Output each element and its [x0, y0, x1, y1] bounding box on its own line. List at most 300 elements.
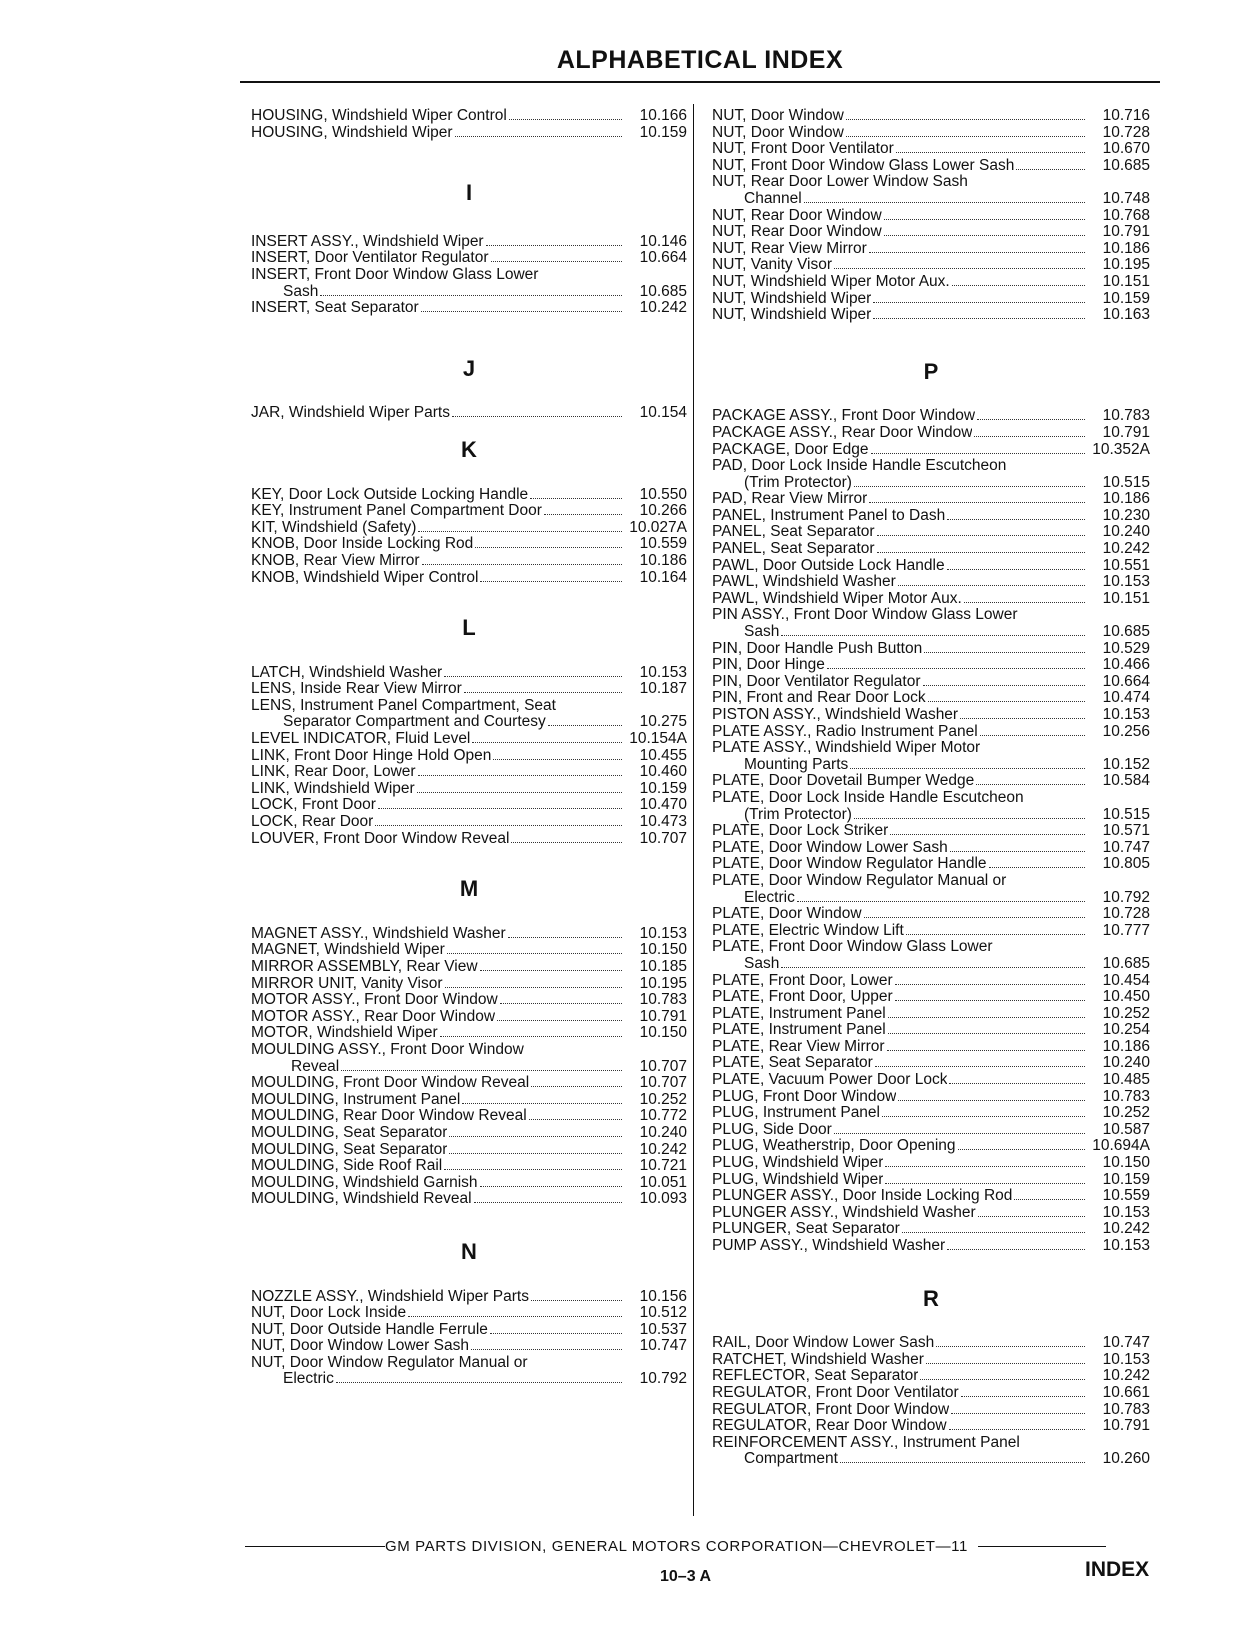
index-entry-page: 10.721	[639, 1157, 687, 1175]
dot-leader	[974, 436, 1085, 437]
index-entry-text: KEY, Door Lock Outside Locking Handle	[251, 486, 529, 503]
index-entry-page: 10.791	[1102, 223, 1150, 241]
index-entry-page: 10.571	[1102, 822, 1150, 840]
dot-leader	[797, 901, 1085, 902]
dot-leader	[508, 937, 622, 938]
index-entry-page: 10.153	[1102, 1237, 1150, 1254]
dot-leader	[885, 1166, 1085, 1167]
index-entry	[251, 665, 687, 682]
dot-leader	[864, 917, 1085, 918]
spacer	[251, 202, 687, 234]
index-entry-page: 10.352A	[1092, 440, 1150, 458]
index-entry-text: MIRROR UNIT, Vanity Visor	[251, 975, 443, 992]
index-entry-text: PLATE, Door Window Lower Sash	[712, 839, 948, 856]
index-entry-page: 10.252	[639, 1090, 687, 1108]
index-entry-heading: MOULDING ASSY., Front Door Window	[251, 1040, 524, 1058]
index-entry	[712, 707, 1150, 724]
index-entry-page: 10.242	[639, 1140, 687, 1158]
index-entry-text: NOZZLE ASSY., Windshield Wiper Parts	[251, 1288, 529, 1305]
index-entry	[712, 1138, 1150, 1155]
spacer	[251, 141, 687, 185]
dot-leader	[980, 735, 1085, 736]
dot-leader	[781, 967, 1085, 968]
index-entry	[251, 681, 687, 698]
dot-leader	[873, 318, 1085, 319]
dot-leader	[869, 252, 1085, 253]
dot-leader	[449, 1136, 622, 1137]
dot-leader	[952, 285, 1085, 286]
index-entry-page: 10.747	[1102, 1334, 1150, 1352]
index-entry-page: 10.748	[1102, 189, 1150, 207]
dot-leader	[480, 1186, 622, 1187]
index-entry-page: 10.707	[639, 1074, 687, 1092]
dot-leader	[936, 1346, 1085, 1347]
index-entry-text: Sash	[744, 624, 780, 641]
index-entry	[712, 1451, 1150, 1468]
dot-leader	[486, 245, 622, 246]
index-entry	[712, 724, 1150, 741]
index-entry-page: 10.150	[1102, 1154, 1150, 1172]
index-entry-page: 10.685	[1102, 623, 1150, 641]
index-entry-page: 10.260	[1102, 1450, 1150, 1468]
index-entry-page: 10.240	[1102, 1054, 1150, 1072]
index-entry-text: PAWL, Windshield Wiper Motor Aux.	[712, 590, 962, 607]
dot-leader	[947, 569, 1085, 570]
index-entry-heading: PLATE, Front Door Window Glass Lower	[712, 938, 993, 956]
index-entry-page: 10.252	[1102, 1004, 1150, 1022]
index-entry	[251, 942, 687, 959]
index-entry-text: HOUSING, Windshield Wiper Control	[251, 108, 507, 124]
dot-leader	[873, 302, 1085, 303]
index-entry-page: 10.805	[1102, 855, 1150, 873]
index-entry-text: PIN, Door Handle Push Button	[712, 640, 923, 657]
section-letter: I	[465, 180, 473, 206]
index-entry-page: 10.252	[1102, 1104, 1150, 1122]
index-entry	[251, 1025, 687, 1042]
index-entry	[712, 690, 1150, 707]
index-entry	[251, 536, 687, 553]
dot-leader	[544, 514, 622, 515]
index-entry-text: MIRROR ASSEMBLY, Rear View	[251, 959, 478, 975]
index-entry	[712, 508, 1150, 525]
dot-leader	[493, 759, 622, 760]
dot-leader	[882, 1116, 1085, 1117]
index-entry-text: Reveal	[291, 1058, 340, 1075]
index-entry-text: PLATE ASSY., Radio Instrument Panel	[712, 723, 978, 740]
index-entry-page: 10.153	[1102, 1203, 1150, 1221]
index-entry-page: 10.559	[639, 535, 687, 553]
index-entry-page: 10.716	[1102, 107, 1150, 124]
index-entry	[251, 1075, 687, 1092]
index-entry-page: 10.163	[1102, 306, 1150, 324]
index-entry-text: MOULDING, Rear Door Window Reveal	[251, 1108, 527, 1125]
index-entry-page: 10.470	[639, 796, 687, 814]
index-entry	[712, 158, 1150, 175]
index-entry-text: PACKAGE ASSY., Rear Door Window	[712, 424, 973, 441]
index-entry-page: 10.156	[639, 1287, 687, 1305]
index-entry-page: 10.159	[639, 779, 687, 797]
index-entry-text: PISTON ASSY., Windshield Washer	[712, 707, 959, 723]
index-entry-text: PLUG, Side Door	[712, 1121, 832, 1138]
index-entry-page: 10.153	[1102, 1350, 1150, 1368]
index-entry-page: 10.187	[639, 680, 687, 698]
dot-leader	[978, 1216, 1085, 1217]
index-entry-page: 10.146	[639, 232, 687, 250]
index-entry-page: 10.529	[1102, 639, 1150, 657]
index-entry-text: NUT, Rear Door Window	[712, 224, 882, 241]
dot-leader	[444, 676, 622, 677]
index-entry-page: 10.694A	[1092, 1137, 1150, 1155]
index-entry	[251, 1009, 687, 1026]
index-entry	[251, 1125, 687, 1142]
index-entry-page: 10.186	[1102, 490, 1150, 508]
index-entry-page: 10.537	[639, 1320, 687, 1338]
index-entry	[712, 257, 1150, 274]
dot-leader	[884, 235, 1085, 236]
index-entry-text: MOULDING, Side Roof Rail	[251, 1158, 443, 1175]
dot-leader	[418, 775, 622, 776]
index-entry-page: 10.242	[639, 299, 687, 317]
index-entry	[251, 797, 687, 814]
index-entry	[712, 491, 1150, 508]
dot-leader	[949, 1083, 1085, 1084]
index-entry-text: LEVEL INDICATOR, Fluid Level	[251, 731, 471, 748]
index-entry-text: PLUG, Front Door Window	[712, 1088, 897, 1105]
index-entry-text: MOULDING, Seat Separator	[251, 1124, 448, 1141]
dot-leader	[840, 1462, 1085, 1463]
dot-leader	[472, 742, 622, 743]
index-entry	[712, 141, 1150, 158]
dot-leader	[875, 1066, 1085, 1067]
index-entry	[712, 923, 1150, 940]
index-entry-text: LOUVER, Front Door Window Reveal	[251, 830, 510, 847]
dot-leader	[888, 1033, 1085, 1034]
dot-leader	[375, 825, 622, 826]
section-letter: N	[461, 1238, 477, 1264]
index-entry-text: Electric	[283, 1371, 334, 1388]
index-entry-page: 10.728	[1102, 905, 1150, 923]
index-entry	[251, 992, 687, 1009]
dot-leader	[850, 768, 1085, 769]
index-entry-page: 10.152	[1102, 755, 1150, 773]
spacer	[251, 459, 687, 487]
index-entry	[712, 1006, 1150, 1023]
dot-leader	[895, 984, 1085, 985]
dot-leader	[898, 585, 1085, 586]
index-entry-heading: REINFORCEMENT ASSY., Instrument Panel	[712, 1433, 1020, 1451]
index-entry	[712, 657, 1150, 674]
dot-leader	[1016, 169, 1085, 170]
section-letter: K	[461, 436, 477, 462]
index-entry	[712, 823, 1150, 840]
dot-leader	[947, 1249, 1085, 1250]
index-entry-text: PACKAGE, Door Edge	[712, 441, 869, 458]
index-entry-page: 10.707	[639, 1057, 687, 1075]
index-entry-text: PLUNGER ASSY., Door Inside Locking Rod	[712, 1188, 1013, 1205]
dot-leader	[846, 136, 1085, 137]
index-entry	[251, 1305, 687, 1322]
index-entry-text: INSERT, Door Ventilator Regulator	[251, 250, 489, 267]
dot-leader	[378, 808, 622, 809]
dot-leader	[888, 1017, 1085, 1018]
index-entry-text: NUT, Door Outside Handle Ferrule	[251, 1321, 488, 1338]
index-entry	[251, 764, 687, 781]
dot-leader	[834, 1133, 1085, 1134]
index-entry-text: Separator Compartment and Courtesy	[283, 714, 546, 731]
index-entry-heading: PLATE, Door Lock Inside Handle Escutcheon	[712, 788, 1024, 806]
page-number: 10–3 A	[660, 1568, 711, 1585]
index-entry-text: NUT, Rear View Mirror	[712, 240, 867, 257]
spacer	[251, 637, 687, 665]
index-entry-page: 10.266	[639, 502, 687, 520]
index-entry-page: 10.186	[639, 551, 687, 569]
index-entry	[712, 840, 1150, 857]
index-entry-text: PLATE, Door Lock Striker	[712, 823, 889, 840]
index-entry-text: LINK, Front Door Hinge Hold Open	[251, 747, 492, 764]
index-entry	[251, 300, 687, 317]
index-entry-text: NUT, Rear Door Window	[712, 207, 882, 224]
dot-leader	[895, 1000, 1085, 1001]
index-entry-page: 10.150	[639, 1024, 687, 1042]
index-entry-page: 10.728	[1102, 123, 1150, 141]
section-letter: M	[459, 876, 479, 902]
index-entry-text: LOCK, Rear Door	[251, 814, 374, 831]
index-entry-page: 10.515	[1102, 805, 1150, 823]
index-entry-text: MAGNET, Windshield Wiper	[251, 942, 445, 959]
page-title: ALPHABETICAL INDEX	[556, 46, 844, 74]
index-entry	[251, 487, 687, 504]
dot-leader	[950, 851, 1085, 852]
dot-leader	[462, 1103, 622, 1104]
index-entry-page: 10.551	[1102, 556, 1150, 574]
index-entry-text: NUT, Door Lock Inside	[251, 1305, 407, 1322]
index-entry-page: 10.559	[1102, 1187, 1150, 1205]
dot-leader	[497, 1020, 622, 1021]
index-entry	[712, 291, 1150, 308]
index-entry-text: KIT, Windshield (Safety)	[251, 519, 417, 536]
dot-leader	[924, 652, 1085, 653]
index-entry-page: 10.454	[1102, 971, 1150, 989]
index-entry-heading: PLATE, Door Window Regulator Manual or	[712, 871, 1007, 889]
dot-leader	[530, 498, 622, 499]
dot-leader	[960, 718, 1085, 719]
index-entry-page: 10.783	[1102, 1400, 1150, 1418]
index-entry	[251, 125, 687, 142]
dot-leader	[421, 311, 622, 312]
spacer	[712, 324, 1150, 364]
index-entry	[712, 1155, 1150, 1172]
index-entry	[712, 1238, 1150, 1255]
index-entry	[712, 191, 1150, 208]
index-entry	[712, 524, 1150, 541]
dot-leader	[500, 1003, 622, 1004]
spacer	[251, 377, 687, 405]
index-entry	[712, 1418, 1150, 1435]
index-entry	[251, 714, 687, 731]
index-entry-page: 10.473	[639, 813, 687, 831]
dot-leader	[455, 136, 622, 137]
title-rule	[240, 81, 1160, 83]
index-entry-page: 10.791	[1102, 1417, 1150, 1435]
index-entry-page: 10.587	[1102, 1120, 1150, 1138]
index-entry-text: NUT, Door Window Lower Sash	[251, 1338, 469, 1355]
index-entry	[712, 425, 1150, 442]
dot-leader	[444, 1169, 622, 1170]
index-entry-page: 10.164	[639, 568, 687, 586]
index-entry-page: 10.550	[639, 485, 687, 503]
index-entry-text: NUT, Windshield Wiper	[712, 307, 872, 324]
index-entry-page: 10.685	[1102, 954, 1150, 972]
index-entry-text: PLATE, Seat Separator	[712, 1055, 873, 1072]
dot-leader	[887, 1050, 1085, 1051]
index-entry	[251, 250, 687, 267]
index-entry	[712, 1172, 1150, 1189]
index-entry-page: 10.195	[1102, 256, 1150, 274]
index-entry-page: 10.664	[639, 249, 687, 267]
index-entry-page: 10.240	[639, 1123, 687, 1141]
dot-leader	[869, 502, 1085, 503]
index-entry	[251, 1108, 687, 1125]
footer-corporation: GM PARTS DIVISION, GENERAL MOTORS CORPORATION—CHEVROLET—11	[385, 1538, 968, 1555]
index-entry-page: 10.512	[639, 1304, 687, 1322]
dot-leader	[896, 152, 1085, 153]
footer-rule-right	[978, 1546, 1106, 1547]
index-entry-page: 10.051	[639, 1173, 687, 1191]
index-entry-text: MOULDING, Windshield Garnish	[251, 1174, 478, 1191]
index-entry-text: NUT, Door Window	[712, 108, 844, 124]
index-entry-heading: NUT, Door Window Regulator Manual or	[251, 1353, 528, 1371]
index-entry-page: 10.783	[639, 991, 687, 1009]
index-entry-page: 10.685	[1102, 156, 1150, 174]
dot-leader	[509, 119, 622, 120]
index-entry-page: 10.450	[1102, 988, 1150, 1006]
dot-leader	[902, 1232, 1085, 1233]
dot-leader	[951, 1413, 1085, 1414]
index-entry-text: (Trim Protector)	[744, 474, 852, 491]
dot-leader	[531, 1300, 622, 1301]
dot-leader	[920, 1379, 1085, 1380]
index-entry-text: RATCHET, Windshield Washer	[712, 1351, 924, 1368]
index-entry-page: 10.027A	[629, 518, 687, 536]
index-entry-text: INSERT, Seat Separator	[251, 300, 419, 317]
index-entry	[712, 1385, 1150, 1402]
index-entry-page: 10.153	[1102, 573, 1150, 591]
index-entry-text: PLATE, Vacuum Power Door Lock	[712, 1072, 948, 1089]
dot-leader	[834, 268, 1085, 269]
index-entry-page: 10.792	[639, 1370, 687, 1388]
index-entry-text: Sash	[283, 283, 319, 300]
index-column-left	[251, 108, 687, 1388]
index-entry-text: PLATE, Door Window Regulator Handle	[712, 856, 987, 873]
index-entry	[712, 224, 1150, 241]
index-entry-text: RAIL, Door Window Lower Sash	[712, 1335, 935, 1352]
index-entry	[251, 731, 687, 748]
index-entry-text: PLUNGER, Seat Separator	[712, 1221, 900, 1238]
index-entry-text: PLUG, Instrument Panel	[712, 1105, 880, 1122]
index-entry-text: PLATE, Instrument Panel	[712, 1022, 886, 1039]
dot-leader	[341, 1070, 622, 1071]
index-entry	[251, 1191, 687, 1208]
index-entry-text: PLATE, Front Door, Lower	[712, 972, 893, 989]
index-entry-text: PANEL, Seat Separator	[712, 524, 875, 541]
dot-leader	[408, 1316, 622, 1317]
index-entry-text: PAD, Rear View Mirror	[712, 491, 868, 508]
index-entry-page: 10.242	[1102, 540, 1150, 558]
index-entry	[712, 408, 1150, 425]
index-entry-text: JAR, Windshield Wiper Parts	[251, 405, 450, 422]
index-entry	[712, 624, 1150, 641]
index-entry	[712, 541, 1150, 558]
index-entry-page: 10.240	[1102, 523, 1150, 541]
dot-leader	[531, 1086, 622, 1087]
index-entry-page: 10.159	[1102, 289, 1150, 307]
index-entry	[712, 1188, 1150, 1205]
dot-leader	[474, 1202, 622, 1203]
dot-leader	[336, 1382, 622, 1383]
index-entry-page: 10.772	[639, 1107, 687, 1125]
index-entry-page: 10.151	[1102, 589, 1150, 607]
index-entry-text: Mounting Parts	[744, 756, 849, 773]
index-entry-page: 10.150	[639, 941, 687, 959]
index-entry	[712, 1072, 1150, 1089]
index-entry	[712, 956, 1150, 973]
index-entry-text: NUT, Door Window	[712, 124, 844, 141]
index-entry-text: MOTOR, Windshield Wiper	[251, 1025, 438, 1042]
column-divider	[693, 104, 694, 1516]
section-label: INDEX	[1085, 1558, 1150, 1581]
index-entry-page: 10.153	[1102, 706, 1150, 723]
index-entry	[251, 520, 687, 537]
dot-leader	[548, 725, 622, 726]
dot-leader	[877, 552, 1085, 553]
index-entry-page: 10.154A	[629, 730, 687, 748]
index-entry	[251, 1158, 687, 1175]
dot-leader	[440, 1036, 622, 1037]
index-entry-page: 10.791	[1102, 423, 1150, 441]
index-entry	[712, 906, 1150, 923]
index-entry	[251, 503, 687, 520]
index-entry	[712, 1221, 1150, 1238]
dot-leader	[320, 295, 622, 296]
index-entry-page: 10.254	[1102, 1021, 1150, 1039]
index-entry	[712, 989, 1150, 1006]
index-entry	[712, 890, 1150, 907]
index-entry-text: Compartment	[744, 1451, 838, 1468]
dot-leader	[928, 701, 1085, 702]
index-entry	[712, 1055, 1150, 1072]
index-entry	[251, 781, 687, 798]
index-entry-text: LINK, Windshield Wiper	[251, 780, 415, 797]
dot-leader	[480, 581, 622, 582]
index-entry-text: MOTOR ASSY., Front Door Window	[251, 992, 498, 1009]
index-entry	[712, 307, 1150, 324]
dot-leader	[445, 987, 623, 988]
index-entry-page: 10.230	[1102, 506, 1150, 524]
index-entry-page: 10.242	[1102, 1367, 1150, 1385]
index-entry-text: PLATE, Rear View Mirror	[712, 1038, 885, 1055]
dot-leader	[976, 784, 1085, 785]
index-entry-text: KNOB, Rear View Mirror	[251, 552, 420, 569]
index-entry-page: 10.256	[1102, 722, 1150, 740]
index-entry	[712, 108, 1150, 125]
index-entry-heading: NUT, Rear Door Lower Window Sash	[712, 173, 968, 191]
index-entry	[712, 757, 1150, 774]
dot-leader	[961, 1396, 1085, 1397]
index-entry-page: 10.186	[1102, 1037, 1150, 1055]
index-entry	[712, 1368, 1150, 1385]
index-entry	[712, 1205, 1150, 1222]
index-entry	[712, 591, 1150, 608]
